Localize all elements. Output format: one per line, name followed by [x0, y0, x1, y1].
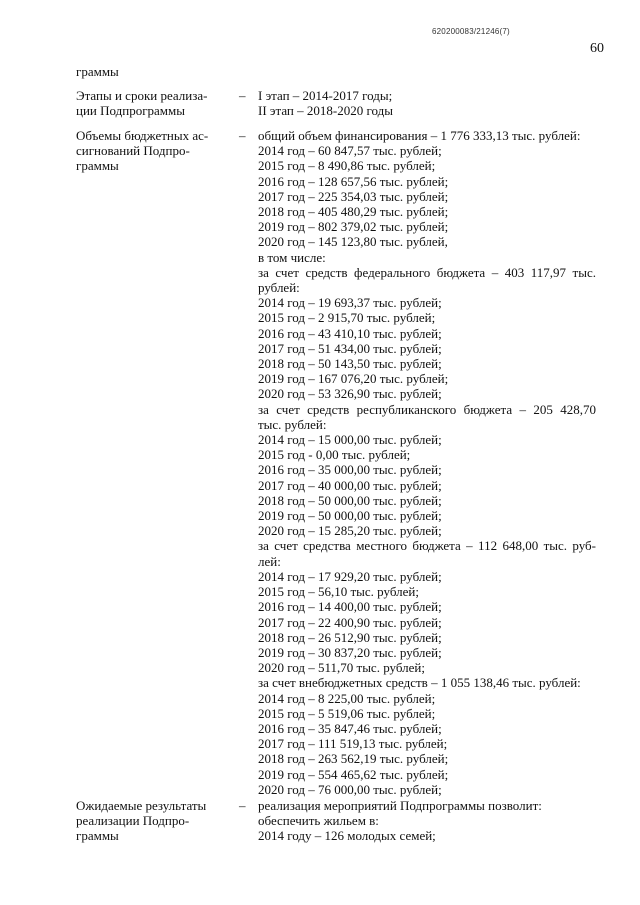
offbudget-year-line: 2018 год – 263 562,19 тыс. рублей; [258, 751, 449, 767]
total-year-line: 2014 год – 60 847,57 тыс. рублей; [258, 143, 442, 159]
local-year-line: 2020 год – 511,70 тыс. рублей; [258, 660, 425, 676]
federal-year-line: 2018 год – 50 143,50 тыс. рублей; [258, 356, 442, 372]
continued-text: граммы [76, 64, 119, 79]
offbudget-year-line: 2020 год – 76 000,00 тыс. рублей; [258, 781, 442, 797]
republic-heading: за счет средств республиканского бюджета – 205 428,70 [258, 401, 596, 417]
results-dash: – [239, 798, 246, 813]
offbudget-year-line: 2017 год – 111 519,13 тыс. рублей; [258, 736, 448, 752]
budget-dash: – [239, 128, 246, 143]
offbudget-year-line: 2019 год – 554 465,62 тыс. рублей; [258, 766, 449, 782]
total-year-line: 2016 год – 128 657,56 тыс. рублей; [258, 173, 449, 189]
federal-year-line: 2015 год – 2 915,70 тыс. рублей; [258, 310, 436, 326]
stage-2: II этап – 2018-2020 годы [258, 103, 393, 119]
federal-year-line: 2014 год – 19 693,37 тыс. рублей; [258, 295, 442, 311]
budget-label: Объемы бюджетных ас- сигнований Подпро- граммы [76, 128, 209, 174]
document-code: 620200083/21246(7) [432, 27, 510, 36]
total-year-line: 2019 год – 802 379,02 тыс. рублей; [258, 219, 449, 235]
offbudget-year-line: 2014 год – 8 225,00 тыс. рублей; [258, 690, 436, 706]
republic-year-line: 2020 год – 15 285,20 тыс. рублей; [258, 523, 442, 539]
local-year-line: 2015 год – 56,10 тыс. рублей; [258, 584, 419, 600]
local-year-line: 2014 год – 17 929,20 тыс. рублей; [258, 568, 442, 584]
results-line: реализация мероприятий Подпрограммы позволит: [258, 798, 542, 813]
results-label: Ожидаемые результаты реализации Подпро- граммы [76, 798, 207, 844]
offbudget-heading: за счет внебюджетных средств – 1 055 138,46 тыс. рублей: [258, 675, 581, 691]
local-year-line: 2017 год – 22 400,90 тыс. рублей; [258, 614, 442, 630]
republic-year-line: 2015 год - 0,00 тыс. рублей; [258, 447, 411, 463]
total-year-line: 2020 год – 145 123,80 тыс. рублей, [258, 234, 448, 250]
stages-dash: – [239, 88, 246, 103]
total-year-line: 2015 год – 8 490,86 тыс. рублей; [258, 158, 436, 174]
local-year-line: 2019 год – 30 837,20 тыс. рублей; [258, 644, 442, 660]
total-year-line: 2017 год – 225 354,03 тыс. рублей; [258, 188, 449, 204]
page-number: 60 [590, 41, 604, 56]
federal-year-line: 2016 год – 43 410,10 тыс. рублей; [258, 325, 442, 341]
federal-heading-cont: рублей: [258, 280, 300, 296]
federal-heading: за счет средств федерального бюджета – 403 117,97 тыс. [258, 264, 596, 280]
republic-heading-cont: тыс. рублей: [258, 416, 327, 432]
results-line: 2014 году – 126 молодых семей; [258, 828, 436, 844]
results-content [258, 798, 596, 844]
federal-year-line: 2019 год – 167 076,20 тыс. рублей; [258, 371, 449, 387]
republic-year-line: 2019 год – 50 000,00 тыс. рублей; [258, 508, 442, 524]
budget-content [258, 128, 596, 797]
stages-content [258, 88, 596, 118]
offbudget-year-line: 2015 год – 5 519,06 тыс. рублей; [258, 705, 436, 721]
local-year-line: 2016 год – 14 400,00 тыс. рублей; [258, 599, 442, 615]
republic-year-line: 2018 год – 50 000,00 тыс. рублей; [258, 492, 442, 508]
republic-year-line: 2016 год – 35 000,00 тыс. рублей; [258, 462, 442, 478]
local-heading-cont: лей: [258, 553, 281, 569]
total-funding: общий объем финансирования – 1 776 333,13 тыс. рублей: [258, 128, 581, 143]
local-heading: за счет средства местного бюджета – 112 648,00 тыс. руб- [258, 538, 596, 554]
results-line: обеспечить жильем в: [258, 813, 379, 829]
total-year-line: 2018 год – 405 480,29 тыс. рублей; [258, 204, 449, 220]
republic-year-line: 2014 год – 15 000,00 тыс. рублей; [258, 432, 442, 448]
local-year-line: 2018 год – 26 512,90 тыс. рублей; [258, 629, 442, 645]
offbudget-year-line: 2016 год – 35 847,46 тыс. рублей; [258, 720, 442, 736]
republic-year-line: 2017 год – 40 000,00 тыс. рублей; [258, 477, 442, 493]
stage-1: I этап – 2014-2017 годы; [258, 88, 393, 103]
federal-year-line: 2017 год – 51 434,00 тыс. рублей; [258, 340, 442, 356]
including-label: в том числе: [258, 249, 326, 265]
stages-label: Этапы и сроки реализа- ции Подпрограммы [76, 88, 208, 119]
federal-year-line: 2020 год – 53 326,90 тыс. рублей; [258, 386, 442, 402]
